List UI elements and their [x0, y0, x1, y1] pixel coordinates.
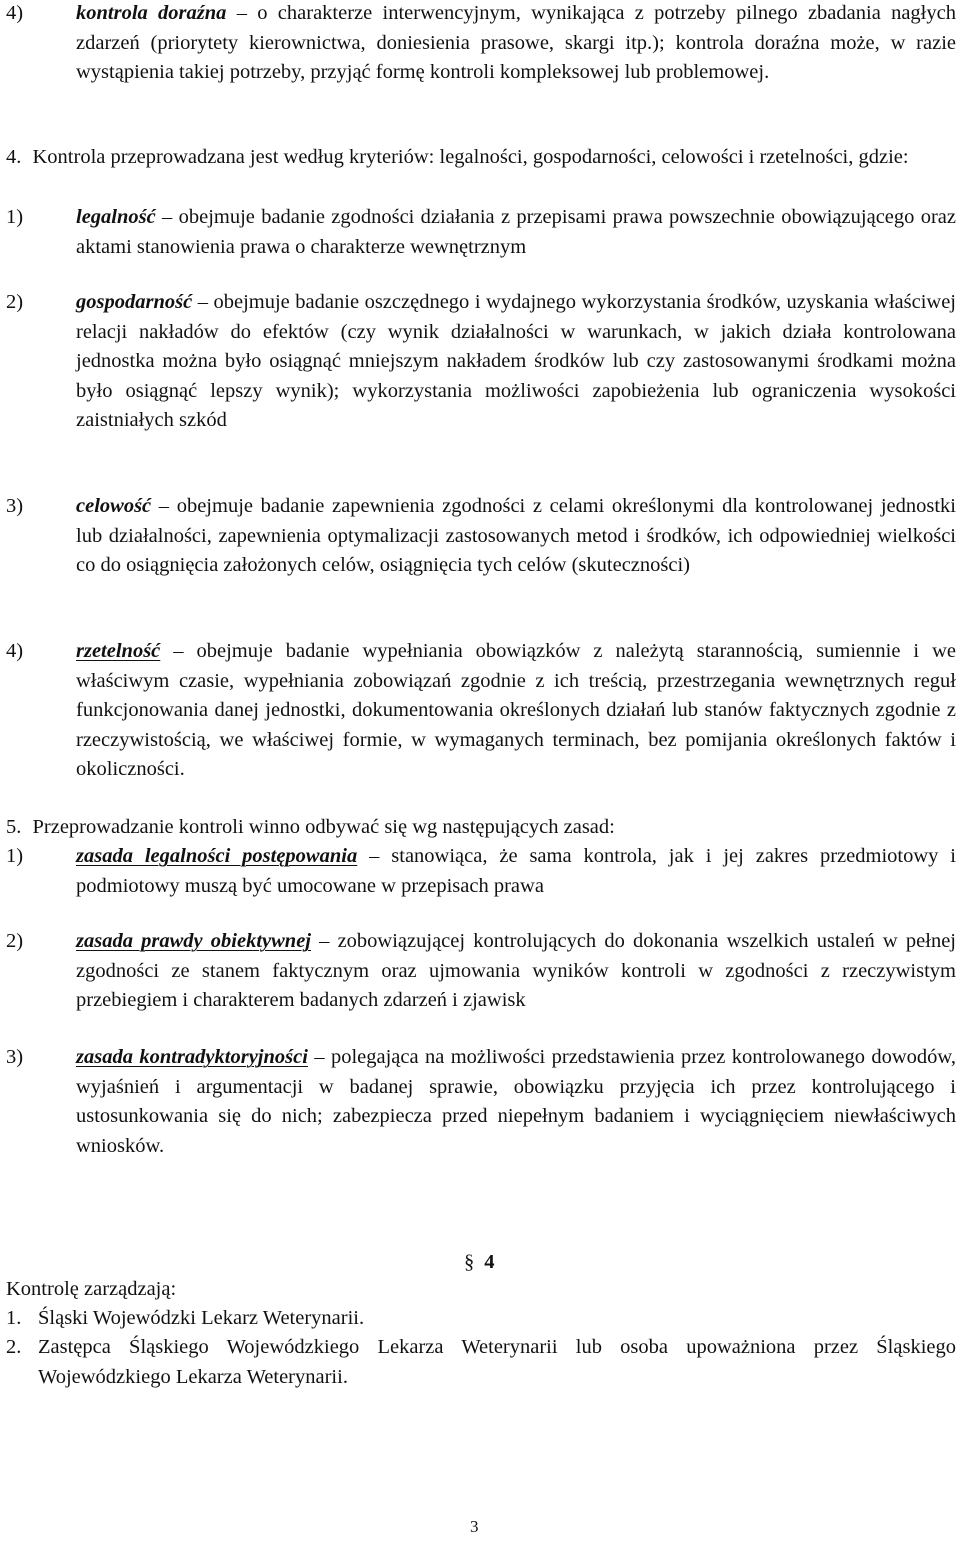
list-item-text: – obejmuje badanie oszczędnego i wydajnego wykorzystania środków, uzyskania właściwej relacji nakładów do efektów (czy wynik działalności w warunkach, w jakich działa kontrolowana jednostka można było osiągnąć mniejszym nakładem środków lub czy zastosowanymi środkami można było osiągnąć lepszy wynik); wykorzystania możliwości zapobieżenia lub ograniczenia wysokości zaistniałych szkód [76, 291, 956, 431]
list-item-term: zasada legalności postępowania [76, 845, 358, 867]
list-item-term: kontrola doraźna [76, 2, 227, 24]
section-intro [6, 1275, 956, 1305]
list-item-celowosc [6, 492, 956, 581]
paragraph-principles [6, 813, 956, 843]
list-item-legalnosc [6, 203, 956, 262]
list-item-number: 1) [6, 206, 24, 228]
section-list-number: 2. [6, 1336, 22, 1358]
section-list-text: Zastępca Śląskiego Wojewódzkiego Lekarza Weterynarii lub osoba upoważniona przez Śląskiego Wojewódzkiego Lekarza Weterynarii. [38, 1336, 956, 1388]
list-item-term: celowość [76, 495, 152, 517]
list-item-number: 3) [6, 495, 24, 517]
section-symbol: § [464, 1251, 475, 1273]
paragraph-text: Przeprowadzanie kontroli winno odbywać się wg następujących zasad: [32, 816, 615, 838]
list-item-number: 4) [6, 2, 24, 24]
list-item-text: – obejmuje badanie zgodności działania z przepisami prawa powszechnie obowiązującego oraz aktami stanowienia prawa o charakterze wewnętrznym [76, 206, 956, 258]
list-item-zasada-kontradyktoryjnosci [6, 1043, 956, 1161]
paragraph-criteria [6, 143, 956, 173]
list-item-zasada-prawdy [6, 927, 956, 1016]
list-item-number: 2) [6, 291, 24, 313]
section-list-item [6, 1333, 956, 1392]
list-item-text: – o charakterze interwencyjnym, wynikająca z potrzeby pilnego zbadania nagłych zdarzeń (priorytety kierownictwa, doniesienia prasowe, skargi itp.); kontrola doraźna może, w razie wystąpienia takiej potrzeby, przyjąć formę kontroli kompleksowej lub problemowej. [76, 2, 956, 83]
section-list-text: Śląski Wojewódzki Lekarz Weterynarii. [38, 1307, 365, 1329]
list-item-term: zasada prawdy obiektywnej [76, 930, 311, 952]
page-number: 3 [470, 1517, 479, 1536]
section-list-number: 1. [6, 1307, 22, 1329]
list-item-rzetelnosc [6, 637, 956, 785]
list-item-text: – polegająca na możliwości przedstawienia przez kontrolowanego dowodów, wyjaśnień i argumentacji w badanej sprawie, obowiązku przyjęcia ich przez kontrolującego i ustosunkowania się do nich; zabezpiecza przed niepełnym badaniem i wyciągnięciem niewłaściwych wniosków. [76, 1046, 956, 1157]
section-number: 4 [484, 1251, 495, 1273]
paragraph-text: Kontrola przeprowadzana jest według kryteriów: legalności, gospodarności, celowości i rzetelności, gdzie: [32, 146, 909, 168]
list-item-number: 3) [6, 1046, 24, 1068]
list-item-text: – obejmuje badanie wypełniania obowiązków z należytą starannością, sumiennie i we właściwym czasie, wypełniania zobowiązań zgodnie z ich treścią, przestrzegania wewnętrznych reguł funkcjonowania danej jednostki, dokumentowania określonych działań lub stanów faktycznych zgodnie z rzeczywistością, we właściwej formie, w wymaganych terminach, bez pomijania określonych faktów i okoliczności. [76, 640, 956, 780]
paragraph-number: 4. [6, 146, 22, 168]
list-item-text: – zobowiązującej kontrolujących do dokonania wszelkich ustaleń w pełnej zgodności ze stanem faktycznym oraz ujmowania wyników kontroli w zgodności z rzeczywistym przebiegiem i charakterem badanych zdarzeń i zjawisk [76, 930, 956, 1011]
section-list-item [6, 1304, 956, 1334]
list-item-term: legalność [76, 206, 156, 228]
list-item-gospodarnosc [6, 288, 956, 436]
list-item-text: – obejmuje badanie zapewnienia zgodności z celami określonymi dla kontrolowanej jednostki lub działalności, zapewnienia optymalizacji zastosowanych metod i środków, ich odpowiedniej wielkości co do osiągnięcia założonych celów, osiągnięcia tych celów (skuteczności) [76, 495, 956, 576]
list-item-term: zasada kontradyktoryjności [76, 1046, 308, 1068]
list-item-number: 4) [6, 640, 24, 662]
list-item-number: 2) [6, 930, 24, 952]
list-item-kontrola-dorazna [6, 0, 956, 88]
paragraph-number: 5. [6, 816, 22, 838]
section-intro-text: Kontrolę zarządzają: [6, 1278, 177, 1300]
list-item-number: 1) [6, 845, 24, 867]
list-item-term: rzetelność [76, 640, 161, 662]
section-heading [464, 1248, 495, 1278]
list-item-term: gospodarność [76, 291, 193, 313]
list-item-zasada-legalnosci [6, 842, 956, 901]
list-item-text: – stanowiąca, że sama kontrola, jak i jej zakres przedmiotowy i podmiotowy muszą być umocowane w przepisach prawa [76, 845, 956, 897]
